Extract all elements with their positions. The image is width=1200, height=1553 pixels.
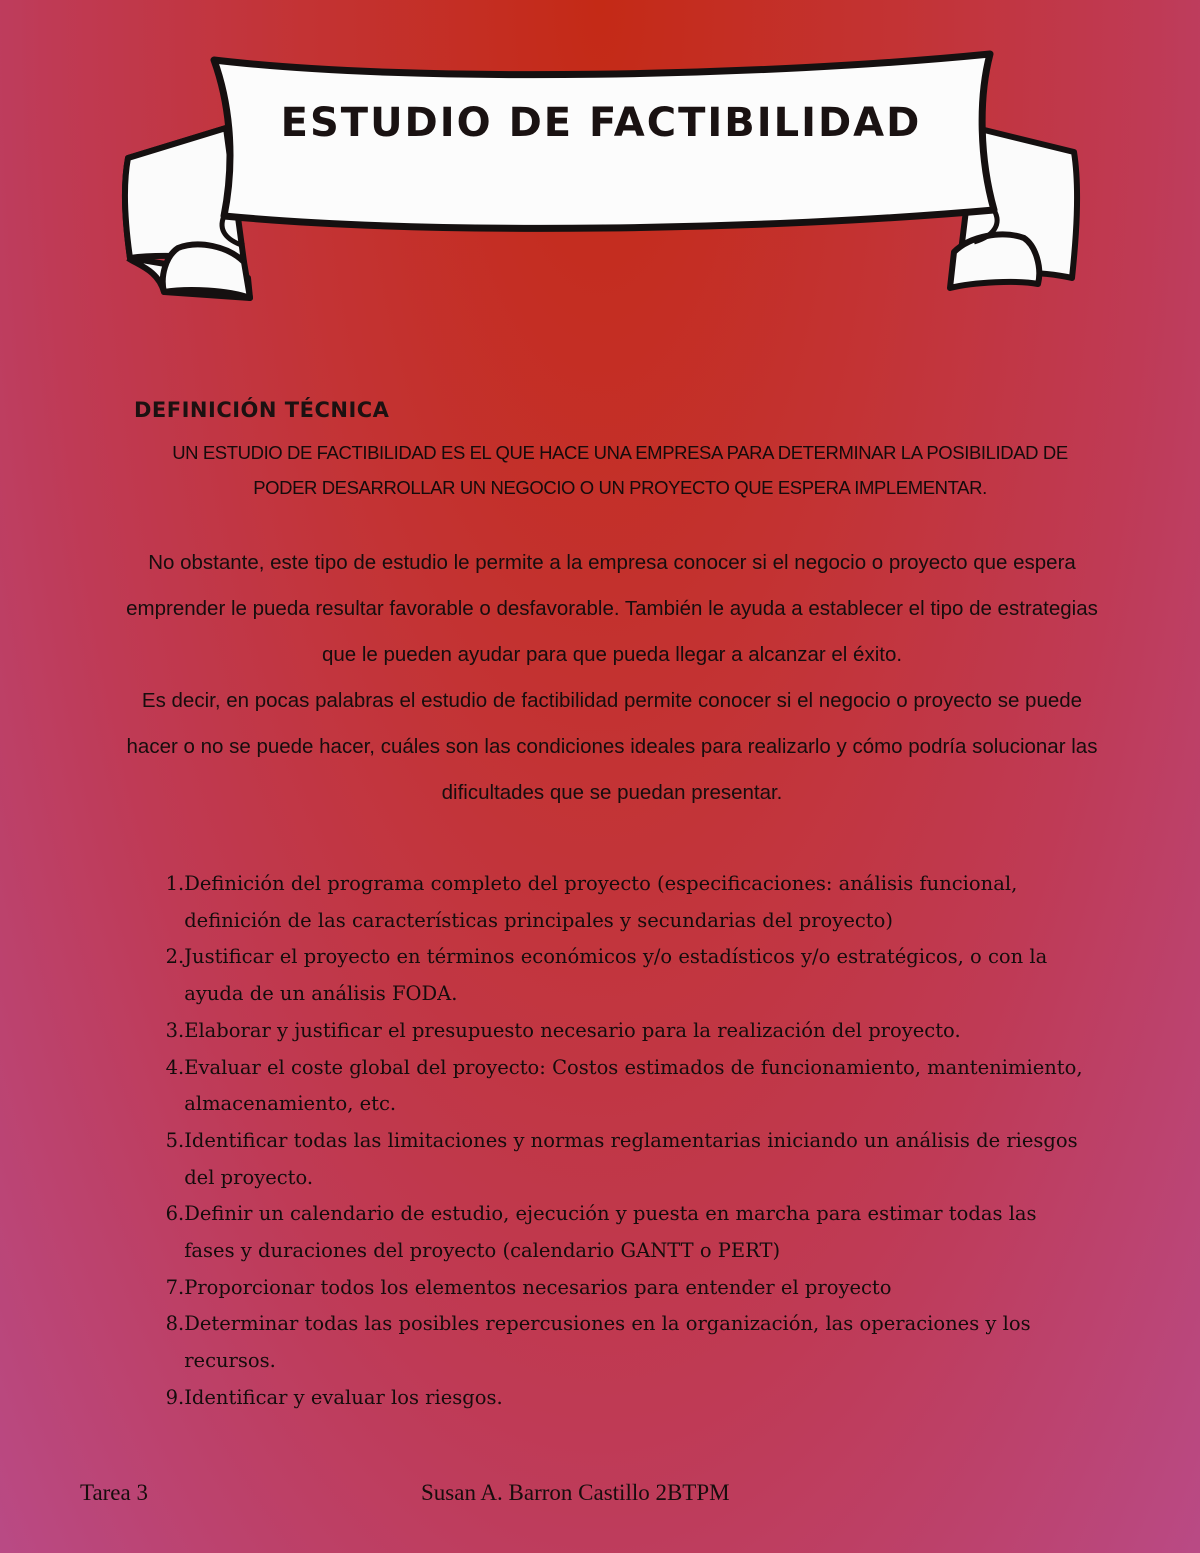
list-item: 4 . Evaluar el coste global del proyecto: Costos estimados de funcionamiento, mantenimiento, almacenamiento, etc. <box>150 1050 1090 1123</box>
page-title: ESTUDIO DE FACTIBILIDAD <box>280 100 922 146</box>
list-item-text: Identificar todas las limitaciones y normas reglamentarias iniciando un análisis de riesgos del proyecto. <box>184 1128 1078 1189</box>
ribbon-graphic <box>118 40 1084 302</box>
list-item-text: Elaborar y justificar el presupuesto necesario para la realización del proyecto. <box>184 1018 961 1042</box>
footer-assignment: Tarea 3 <box>80 1480 148 1505</box>
list-item-number: 1 <box>165 872 178 895</box>
list-item: 2 . Justificar el proyecto en términos económicos y/o estadísticos y/o estratégicos, o con la ayuda de un análisis FODA. <box>150 939 1090 1012</box>
list-item: 8 . Determinar todas las posibles repercusiones en la organización, las operaciones y los recursos. <box>150 1306 1090 1379</box>
list-item: 6 . Definir un calendario de estudio, ejecución y puesta en marcha para estimar todas las fases y duraciones del proyecto (calendario GANTT o PERT) <box>150 1196 1090 1269</box>
list-item-text: Proporcionar todos los elementos necesarios para entender el proyecto <box>184 1275 892 1299</box>
list-item-text: Definición del programa completo del proyecto (especificaciones: análisis funcional, definición de las características principales y secundarias del proyecto) <box>184 872 1018 932</box>
ribbon-left-curl <box>163 244 250 298</box>
steps-list <box>150 866 1090 1417</box>
list-item-number: 9 <box>165 1385 178 1409</box>
footer-author: Susan A. Barron Castillo 2BTPM <box>421 1480 730 1505</box>
list-item: 5 . Identificar todas las limitaciones y normas reglamentarias iniciando un análisis de riesgos del proyecto. <box>150 1123 1090 1196</box>
definition-text: UN ESTUDIO DE FACTIBILIDAD ES EL QUE HACE UNA EMPRESA PARA DETERMINAR LA POSIBILIDAD DE PODER DESARROLLAR UN NEGOCIO O UN PROYECTO QUE ESPERA IMPLEMENTAR. <box>172 442 1068 498</box>
list-item: 9 . Identificar y evaluar los riesgos. <box>150 1380 1090 1417</box>
list-item: 3 . Elaborar y justificar el presupuesto necesario para la realización del proyecto. <box>150 1013 1090 1050</box>
list-item-text: Identificar y evaluar los riesgos. <box>184 1385 503 1409</box>
body-paragraph-2: Es decir, en pocas palabras el estudio de factibilidad permite conocer si el negocio o proyecto se puede hacer o no se puede hacer, cuáles son las condiciones ideales para realizarlo y cómo podría solucionar las dificultades que se puedan presentar. <box>126 689 1098 804</box>
body-paragraphs <box>126 540 1098 816</box>
list-item-number: 3 <box>165 1018 178 1042</box>
ribbon-right-curl <box>950 234 1039 288</box>
list-item-text: Evaluar el coste global del proyecto: Costos estimados de funcionamiento, mantenimiento, almacenamiento, etc. <box>184 1055 1083 1116</box>
list-item-number: 7 <box>165 1275 178 1299</box>
definition-heading: DEFINICIÓN TÉCNICA <box>134 398 390 422</box>
list-item-number: 2 <box>165 945 178 969</box>
list-item-number: 4 <box>165 1055 178 1079</box>
list-item-text: Justificar el proyecto en términos económicos y/o estadísticos y/o estratégicos, o con la ayuda de un análisis FODA. <box>184 945 1048 1006</box>
body-paragraph-1: No obstante, este tipo de estudio le permite a la empresa conocer si el negocio o proyecto que espera emprender le pueda resultar favorable o desfavorable. También le ayuda a establecer el tipo de estrategias que le pueden ayudar para que pueda llegar a alcanzar el éxito. <box>126 551 1098 666</box>
list-item: 1 . Definición del programa completo del proyecto (especificaciones: análisis funcional, definición de las características principales y secundarias del proyecto) <box>150 866 1090 939</box>
list-item-text: Determinar todas las posibles repercusiones en la organización, las operaciones y los recursos. <box>184 1312 1031 1373</box>
list-item-number: 8 <box>165 1312 178 1336</box>
list-item-number: 6 <box>165 1202 178 1226</box>
list-item-text: Definir un calendario de estudio, ejecución y puesta en marcha para estimar todas las fases y duraciones del proyecto (calendario GANTT o PERT) <box>184 1202 1037 1263</box>
list-item: 7 . Proporcionar todos los elementos necesarios para entender el proyecto <box>150 1270 1090 1307</box>
list-item-number: 5 <box>165 1128 178 1152</box>
title-banner <box>118 40 1084 302</box>
